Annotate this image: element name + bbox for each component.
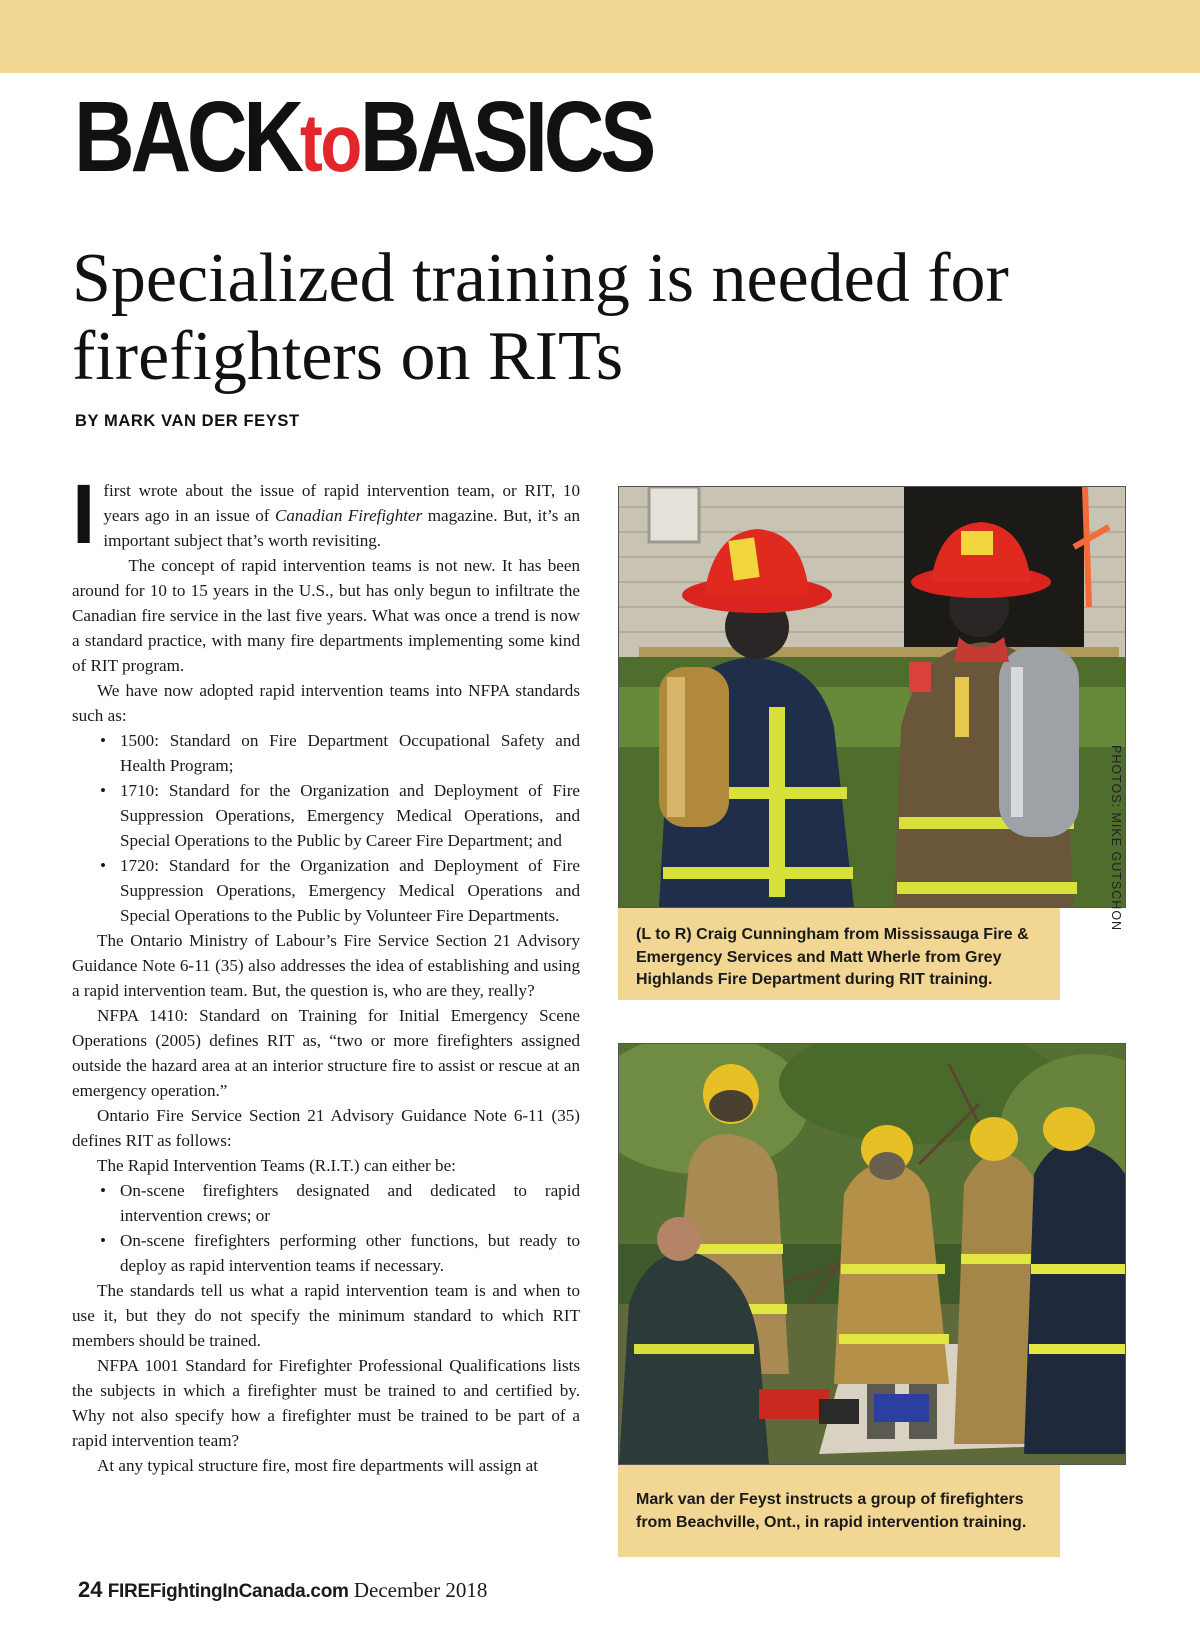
photo-caption-1: (L to R) Craig Cunningham from Mississauga Fire & Emergency Services and Matt Wherle from Grey Highlands Fire Department during RIT training.: [618, 908, 1060, 1000]
footer-issue-date: December 2018: [353, 1578, 488, 1602]
intro-text-end: magazine. But, it’s an important subject that’s worth revisiting.: [103, 506, 581, 550]
paragraph: The Ontario Ministry of Labour’s Fire Service Section 21 Advisory Guidance Note 6-11 (35) also addresses the idea of establishing and using a rapid intervention team. But, the question is, who are they, really?: [72, 931, 580, 1000]
list-item: • On-scene firefighters designated and dedicated to rapid intervention crews; or: [120, 1178, 580, 1228]
paragraph: The Rapid Intervention Teams (R.I.T.) can either be:: [97, 1156, 456, 1175]
section-logo-back: BACK: [74, 81, 300, 193]
magazine-name: Canadian Firefighter: [274, 506, 423, 525]
photo-rit-training-group-image: [619, 1044, 1125, 1464]
article-byline: BY MARK VAN DER FEYST: [75, 412, 300, 430]
photo-credit: PHOTOS: MIKE GUTSCHON: [1109, 745, 1123, 932]
page-footer: [78, 1577, 487, 1603]
paragraph-intro: [72, 467, 581, 561]
rit-options-list: [72, 1178, 580, 1278]
nfpa-standards-list: [72, 728, 580, 928]
header-color-band: [0, 0, 1200, 73]
list-item: • 1720: Standard for the Organization and Deployment of Fire Suppression Operations, Emergency Medical Operations and Special Operations to the Public by Volunteer Fire Departments.: [120, 853, 580, 928]
list-item: • 1710: Standard for the Organization and Deployment of Fire Suppression Operations, Emergency Medical Operations, and Special Operations to the Public by Career Fire Department; and: [120, 778, 580, 853]
intro-text-start: first wrote about the issue of rapid intervention team, or RIT, 10 years ago in an issue of: [103, 481, 580, 525]
section-logo-to: to: [299, 98, 360, 189]
page-number: 24: [78, 1577, 103, 1602]
paragraph: The standards tell us what a rapid intervention team is and when to use it, but they do not specify the minimum standard to which RIT members should be trained.: [72, 1281, 580, 1350]
article-title: Specialized training is needed for firefighters on RITs: [72, 240, 1009, 395]
paragraph: The concept of rapid intervention teams is not new. It has been around for 10 to 15 years in the U.S., but has only begun to infiltrate the Canadian fire service in the last five years. What was once a trend is now a standard practice, with many fire departments implementing some kind of RIT program.: [72, 556, 580, 675]
list-item: • 1500: Standard on Fire Department Occupational Safety and Health Program;: [120, 728, 580, 778]
section-logo-basics: BASICS: [359, 81, 653, 193]
section-logo: [74, 82, 652, 199]
paragraph: NFPA 1410: Standard on Training for Initial Emergency Scene Operations (2005) defines RIT as, “two or more firefighters assigned outside the hazard area at an interior structure fire to assist or rescue at an emergency operation.”: [72, 1006, 580, 1100]
drop-cap: I: [72, 467, 96, 561]
photo-firefighters-rear-view: [618, 486, 1126, 908]
paragraph: NFPA 1001 Standard for Firefighter Professional Qualifications lists the subjects in which a firefighter must be trained to and certified by. Why not also specify how a firefighter must be trained to be part of a rapid intervention team?: [72, 1356, 580, 1450]
paragraph: Ontario Fire Service Section 21 Advisory Guidance Note 6-11 (35) defines RIT as follows:: [72, 1106, 580, 1150]
photo-rit-training-group: [618, 1043, 1126, 1465]
footer-website: FIREFightingInCanada.com: [107, 1581, 349, 1602]
photo-firefighters-rear-view-image: [619, 487, 1125, 907]
photo-caption-2: Mark van der Feyst instructs a group of firefighters from Beachville, Ont., in rapid intervention training.: [618, 1465, 1060, 1557]
paragraph: We have now adopted rapid intervention teams into NFPA standards such as:: [72, 681, 580, 725]
article-body: [72, 467, 581, 1478]
list-item: • On-scene firefighters performing other functions, but ready to deploy as rapid intervention teams if necessary.: [120, 1228, 580, 1278]
paragraph: At any typical structure fire, most fire departments will assign at: [97, 1456, 538, 1475]
